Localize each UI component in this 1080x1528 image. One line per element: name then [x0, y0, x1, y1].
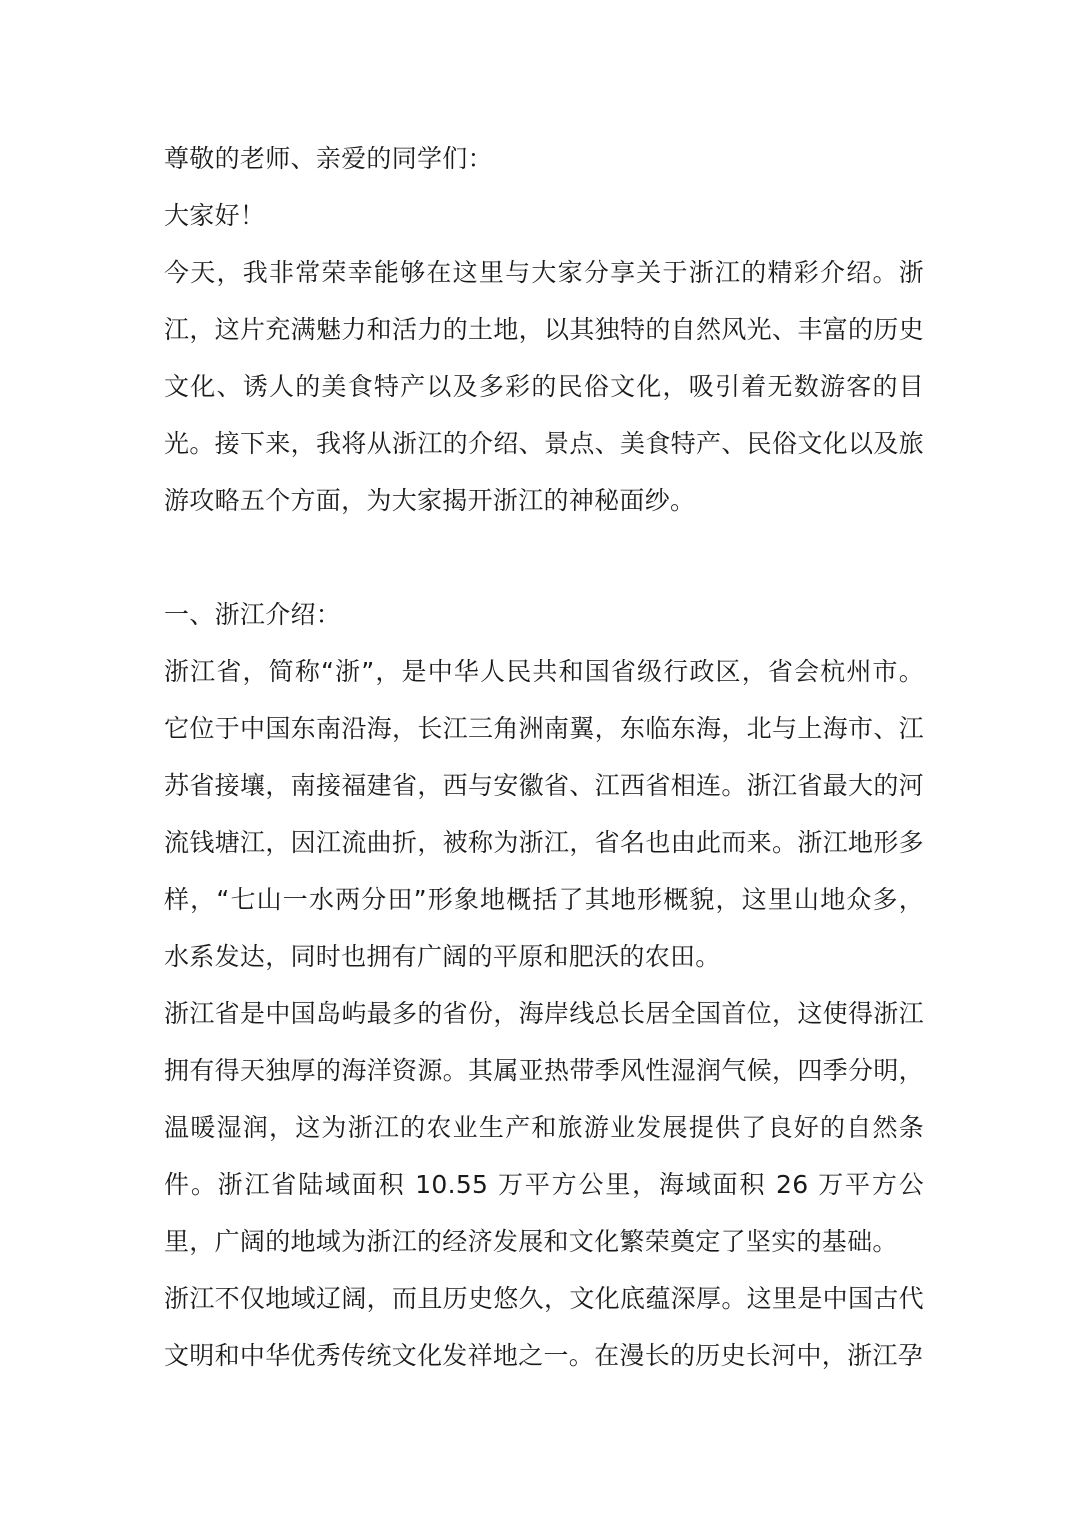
paragraph-spacer [164, 529, 924, 586]
section-heading-zhejiang-intro: 一、浙江介绍： [164, 600, 342, 629]
section-paragraph-3: 浙江不仅地域辽阔，而且历史悠久，文化底蕴深厚。这里是中国古代文明和中华优秀传统文化发祥地之一。在漫长的历史长河中，浙江孕 [164, 1284, 924, 1370]
salutation: 尊敬的老师、亲爱的同学们： [164, 144, 493, 173]
intro-paragraph: 今天，我非常荣幸能够在这里与大家分享关于浙江的精彩介绍。浙江，这片充满魅力和活力的土地，以其独特的自然风光、丰富的历史文化、诱人的美食特产以及多彩的民俗文化，吸引着无数游客的目光。接下来，我将从浙江的介绍、景点、美食特产、民俗文化以及旅游攻略五个方面，为大家揭开浙江的神秘面纱。 [164, 258, 924, 515]
greeting: 大家好！ [164, 201, 266, 230]
document-body [164, 130, 924, 1384]
section-paragraph-1: 浙江省，简称“浙”，是中华人民共和国省级行政区，省会杭州市。它位于中国东南沿海，长江三角洲南翼，东临东海，北与上海市、江苏省接壤，南接福建省，西与安徽省、江西省相连。浙江省最大的河流钱塘江，因江流曲折，被称为浙江，省名也由此而来。浙江地形多样，“七山一水两分田”形象地概括了其地形概貌，这里山地众多，水系发达，同时也拥有广阔的平原和肥沃的农田。 [164, 657, 924, 971]
section-paragraph-2: 浙江省是中国岛屿最多的省份，海岸线总长居全国首位，这使得浙江拥有得天独厚的海洋资源。其属亚热带季风性湿润气候，四季分明，温暖湿润，这为浙江的农业生产和旅游业发展提供了良好的自然条件。浙江省陆域面积 10.55 万平方公里，海域面积 26 万平方公里，广阔的地域为浙江的经济发展和文化繁荣奠定了坚实的基础。 [164, 999, 924, 1256]
